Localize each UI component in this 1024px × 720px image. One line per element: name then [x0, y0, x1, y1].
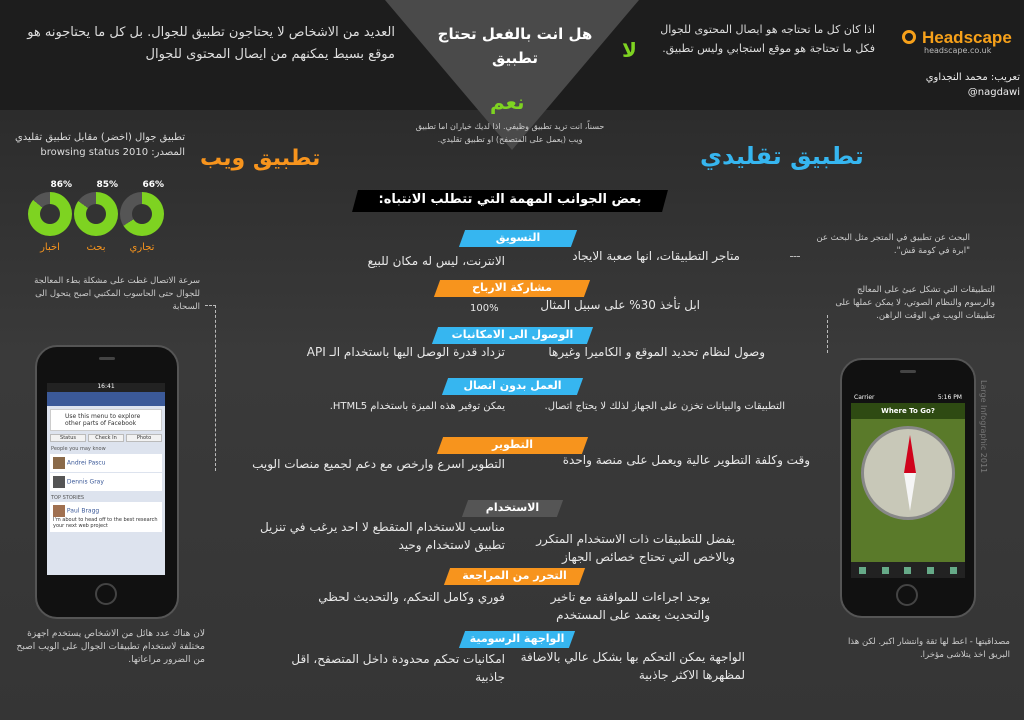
ring-pct-news: 86%	[50, 180, 72, 190]
credit-block	[880, 70, 1020, 100]
story-text: I'm about to head off to the best research your next web project	[53, 517, 158, 529]
carrier-label: Carrier	[854, 394, 875, 401]
person-name: Andrei Pascu	[66, 459, 106, 467]
stats-note	[5, 130, 185, 160]
section-title: التسويق	[495, 231, 541, 244]
ring-group-commerce	[120, 180, 164, 253]
phone-web-screen	[47, 383, 165, 575]
ring-label-commerce: تجاري	[129, 242, 155, 253]
ring-pct-commerce: 66%	[142, 180, 164, 190]
status-bar	[851, 394, 965, 403]
avatar	[53, 505, 65, 517]
no-label: لا	[622, 38, 637, 62]
ui-native: الواجهة يمكن التحكم بها بشكل عالي بالاضافة لمظهرها الاكثر جاذبية	[520, 650, 745, 682]
connector-line	[205, 305, 216, 471]
side-note-credibility: مصداقيتها - اعط لها ثقة وانتشار اكبر. لكن هذا البريق اخذ يتلاشى مؤخرا.	[847, 637, 1010, 660]
compass-needle-north	[904, 435, 916, 473]
section-title: مشاركة الارباح	[472, 281, 552, 294]
ring-group-search	[74, 180, 118, 253]
vertical-credit: Large Infographic 2011	[979, 380, 988, 474]
section-title: التطوير	[492, 438, 533, 451]
ring-label-news: اخبار	[40, 242, 60, 253]
review-web: فوري وكامل التحكم، والتحديث لحظي	[318, 590, 505, 604]
status-time: 5:16 PM	[937, 394, 962, 401]
avatar	[53, 457, 65, 469]
tab-icon[interactable]	[950, 567, 957, 574]
review-native: يوجد اجراءات للموافقة مع تاخير والتحديث يعتمد على المستخدم	[550, 590, 710, 622]
native-app-title: تطبيق تقليدي	[700, 142, 864, 170]
yes-explanation: حسناً، انت تريد تطبيق وظيفي. اذا لديك خياران اما تطبيق ويب (يعمل على المتصفح) او تطبيق تقليدي.	[415, 122, 605, 144]
facebook-bar[interactable]	[47, 392, 165, 406]
phone-web	[35, 345, 179, 619]
side-note-haystack: البحث عن تطبيق في المتجر مثل البحث عن "ابرة في كومة قش".	[816, 233, 970, 256]
section-title: الواجهة الرسومية	[469, 632, 565, 645]
development-web: التطوير اسرع وارخص مع دعم لجميع منصات الويب	[252, 457, 505, 471]
usage-web: مناسب للاستخدام المتقطع لا احد يرغب في تنزيل تطبيق لاستخدام وحيد	[259, 520, 505, 552]
ui-web: امكانيات تحكم محدودة داخل المتصفح، اقل جاذبية	[291, 652, 505, 684]
ring-group-news	[28, 180, 72, 253]
offline-native: التطبيقات والبيانات تخزن على الجهاز لذلك لا يحتاج اتصال.	[544, 401, 785, 412]
offline-web: يمكن توفير هذه الميزة باستخدام HTML5.	[329, 401, 505, 412]
development-native: وقت وكلفة التطوير عالية ويعمل على منصة واحدة	[562, 453, 810, 467]
phone-native-screen	[851, 394, 965, 578]
section-title: الاستخدام	[485, 501, 540, 514]
connector-line	[827, 315, 828, 353]
tab-icon[interactable]	[927, 567, 934, 574]
tab-bar	[851, 562, 965, 578]
stats-rings	[28, 180, 168, 260]
note-no-app: اذا كان كل ما تحتاجه هو ايصال المحتوى للجوال فكل ما تحتاجة هو موقع استجابي وليس تطبيق.	[660, 23, 875, 55]
connector-line	[790, 256, 800, 257]
yes-label: نعم	[490, 90, 525, 114]
section-title: الوصول الى الامكانيات	[451, 328, 574, 341]
capabilities-web: تزداد قدرة الوصل اليها باستخدام الـ API	[306, 345, 505, 359]
marketing-native: متاجر التطبيقات، انها صعبة الايجاد	[572, 249, 740, 263]
people-header: People you may know	[51, 446, 106, 452]
compass-needle-south	[904, 473, 916, 511]
logo-text[interactable]: Headscape	[922, 28, 1012, 47]
menu-hint: Use this menu to explore other parts of Facebook	[50, 409, 162, 431]
top-stories-header: TOP STORIES	[51, 495, 85, 501]
attention-banner: بعض الجوانب المهمة التي تتطلب الانتباه:	[378, 192, 642, 207]
credit-name: تعريب: محمد النجداوي	[925, 72, 1020, 83]
revenue-web: 100%	[470, 303, 499, 314]
person-row[interactable]	[50, 454, 162, 472]
web-app-title: تطبيق ويب	[200, 146, 321, 171]
note-many-people: العديد من الاشخاص لا يحتاجون تطبيق للجوال. بل كل ما يحتاجونه هو موقع بسيط يمكنهم من ايصال المحتوى للجوال	[27, 25, 395, 62]
tab-icon[interactable]	[859, 567, 866, 574]
credit-handle[interactable]: @nagdawi	[967, 87, 1020, 98]
story-row[interactable]	[50, 502, 162, 532]
app-title: Where To Go?	[851, 403, 965, 419]
tab-checkin[interactable]: Check In	[88, 434, 124, 442]
home-button[interactable]	[95, 583, 117, 605]
side-note-devices: لان هناك عدد هائل من الاشخاص يستخدم اجهزة مختلفة لاستخدام تطبيقات الجوال على الويب اصبح من الضرور مراعاتها.	[16, 629, 205, 665]
marketing-web: الانترنت، ليس له مكان للبيع	[367, 254, 505, 268]
status-time: 16:41	[47, 383, 165, 392]
stats-note-line2: المصدر: browsing status 2010	[40, 147, 185, 158]
fb-tabs	[47, 434, 165, 442]
tab-photo[interactable]: Photo	[126, 434, 162, 442]
person-row[interactable]	[50, 473, 162, 491]
revenue-native: ابل تأخذ 30% على سبيل المثال	[540, 298, 700, 312]
logo-subtext[interactable]: headscape.co.uk	[924, 46, 992, 55]
usage-native: يفضل للتطبيقات ذات الاستخدام المتكرر وبالاخص التي تحتاج خصائص الجهاز	[536, 532, 735, 564]
tab-status[interactable]: Status	[50, 434, 86, 442]
ring-search	[74, 192, 118, 236]
story-author: Paul Bragg	[66, 507, 100, 515]
section-title: العمل بدون اتصال	[463, 379, 562, 392]
side-note-speed: سرعة الاتصال غطت على مشكلة بطء المعالجة للجوال حتى الحاسوب المكتبي اصبح يتحول الى السحابة	[34, 276, 200, 312]
section-title: التحرر من المراجعة	[462, 569, 567, 582]
compass-icon[interactable]	[861, 426, 955, 520]
ring-pct-search: 85%	[96, 180, 118, 190]
headscape-logo-icon	[902, 30, 916, 44]
home-button[interactable]	[896, 584, 918, 606]
person-name: Dennis Gray	[66, 478, 104, 486]
speaker-icon	[99, 357, 115, 360]
stats-note-line1: تطبيق جوال (اخضر) مقابل تطبيق تقليدي	[14, 132, 185, 143]
side-note-heavy-apps: التطبيقات التي تشكل عبئ على المعالج والرسوم والنظام الصوتي، لا يمكن عملها على تطبيقات الويب في الوقت الراهن.	[835, 285, 995, 321]
tab-icon[interactable]	[904, 567, 911, 574]
tab-icon[interactable]	[882, 567, 889, 574]
speaker-icon	[900, 370, 916, 373]
avatar	[53, 476, 65, 488]
ring-label-search: بحث	[86, 242, 106, 253]
ring-commerce	[120, 192, 164, 236]
phone-native	[840, 358, 976, 618]
ring-news	[28, 192, 72, 236]
capabilities-native: وصول لنظام تحديد الموقع و الكاميرا وغيرها	[548, 345, 765, 359]
main-question: هل انت بالفعل تحتاج تطبيق	[437, 25, 593, 67]
